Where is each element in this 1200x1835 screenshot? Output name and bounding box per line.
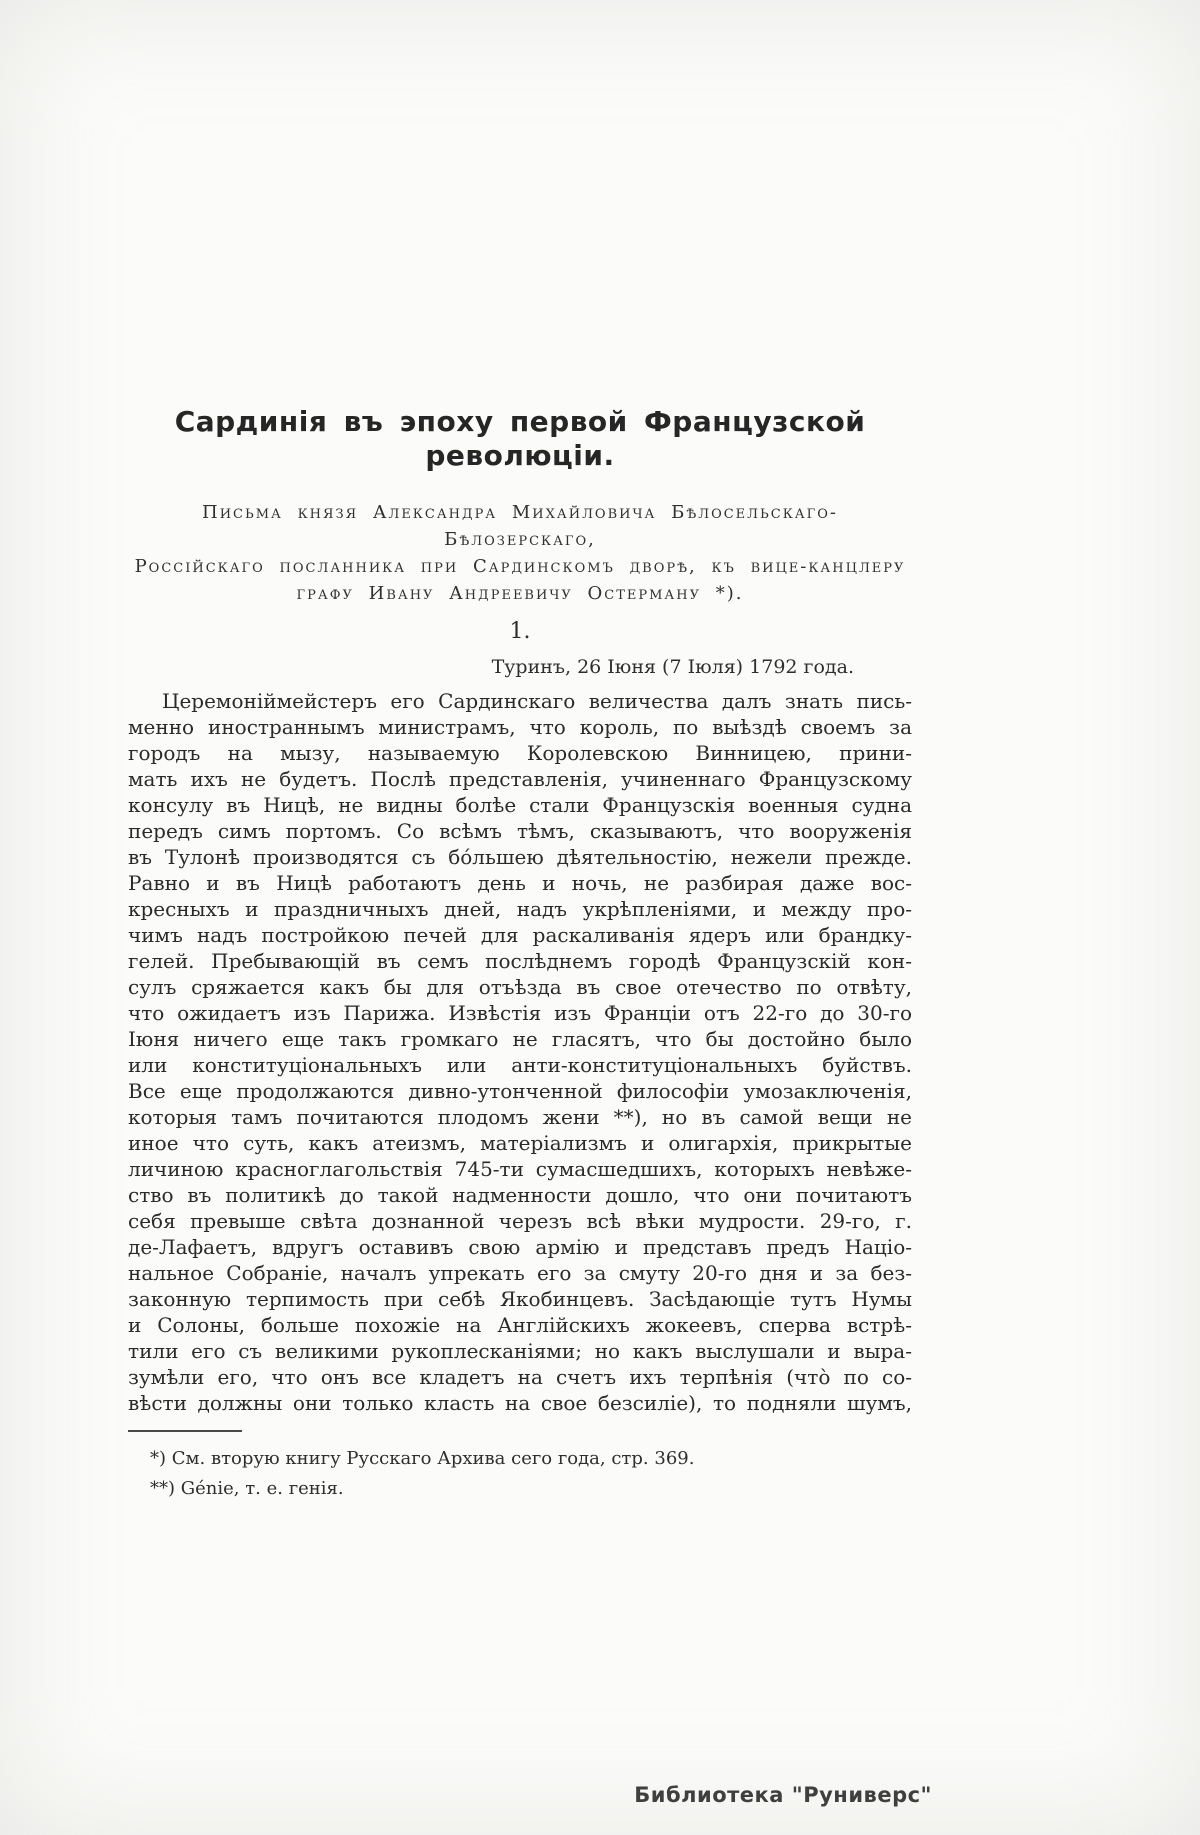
- body-line: личиною красноглагольствія 745-ти сумасшедшихъ, которыхъ невѣже-: [128, 1157, 912, 1181]
- body-line: городъ на мызу, называемую Королевскою Винницею, прини-: [128, 741, 912, 765]
- body-line: чимъ надъ постройкою печей для раскаливанія ядеръ или брандку-: [128, 923, 912, 947]
- letter-body: [128, 688, 912, 1416]
- body-line: себя превыше свѣта дознанной черезъ всѣ вѣки мудрости. 29-го, г.: [128, 1209, 912, 1233]
- body-line: Все еще продолжаются дивно-утонченной философіи умозаключенія,: [128, 1079, 912, 1103]
- page-title: Сардинія въ эпоху первой Французской революціи.: [174, 405, 866, 472]
- dateline: Туринъ, 26 Іюня (7 Іюля) 1792 года.: [491, 656, 854, 678]
- section-number: 1.: [509, 619, 531, 644]
- subtitle-line: Письма князя Александра Михайловича Бѣлосельскаго-Бѣлозерскаго,: [202, 502, 838, 550]
- body-line: или конституціональныхъ или анти-конституціональныхъ буйствъ.: [128, 1053, 912, 1077]
- body-line: менно иностраннымъ министрамъ, что король, по выѣздѣ своемъ за: [128, 715, 912, 739]
- body-line: гелей. Пребывающій въ семъ послѣднемъ городѣ Французскій кон-: [128, 949, 912, 973]
- subtitle: [128, 499, 912, 607]
- body-line: передъ симъ портомъ. Со всѣмъ тѣмъ, сказываютъ, что вооруженія: [128, 819, 912, 843]
- body-line: сулъ сряжается какъ бы для отъѣзда въ свое отечество по отвѣту,: [128, 975, 912, 999]
- body-line: Іюня ничего еще такъ громкаго не гласятъ, что бы достойно было: [128, 1027, 912, 1051]
- page-content: [128, 405, 912, 1504]
- body-line: что ожидаетъ изъ Парижа. Извѣстія изъ Франціи отъ 22-го до 30-го: [128, 1001, 912, 1025]
- body-line: нальное Собраніе, началъ упрекать его за смуту 20-го дня и за без-: [128, 1261, 912, 1285]
- library-watermark: Библиотека "Руниверс": [634, 1783, 932, 1807]
- footnote: **) Génie, т. е. генія.: [150, 1478, 344, 1499]
- body-line: зумѣли его, что онъ все кладетъ на счетъ ихъ терпѣнія (что̀ по со-: [128, 1365, 912, 1389]
- body-line: ство въ политикѣ до такой надменности дошло, что они почитаютъ: [128, 1183, 912, 1207]
- body-line: и Солоны, больше похожіе на Англійскихъ жокеевъ, сперва встрѣ-: [128, 1313, 912, 1337]
- body-line: тили его съ великими рукоплесканіями; но какъ выслушали и выра-: [128, 1339, 912, 1363]
- body-line: Церемоніймейстеръ его Сардинскаго величества далъ знать пись-: [162, 689, 912, 713]
- body-line: которыя тамъ почитаются плодомъ жени **), но въ самой вещи не: [128, 1105, 912, 1129]
- body-line: кресныхъ и праздничныхъ дней, надъ укрѣпленіями, и между про-: [128, 897, 912, 921]
- body-line: мать ихъ не будетъ. Послѣ представленія, учиненнаго Французскому: [128, 767, 912, 791]
- body-line: Равно и въ Ницѣ работаютъ день и ночь, не разбирая даже вос-: [128, 871, 912, 895]
- body-line: консулу въ Ницѣ, не видны болѣе стали Французскія военныя судна: [128, 793, 912, 817]
- body-line: вѣсти должны они только класть на свое безсиліе), то подняли шумъ,: [128, 1391, 912, 1415]
- footnote: *) См. вторую книгу Русскаго Архива сего года, стр. 369.: [150, 1448, 695, 1469]
- subtitle-line: Россійскаго посланника при Сардинскомъ дворѣ, къ вице-канцлеру: [134, 556, 906, 577]
- body-line: иное что суть, какъ атеизмъ, матеріализмъ и олигархія, прикрытые: [128, 1131, 912, 1155]
- subtitle-line: графу Ивану Андреевичу Остерману *).: [296, 583, 744, 604]
- footnote-divider: [128, 1430, 242, 1432]
- footnotes: [128, 1444, 912, 1504]
- body-line: де-Лафаетъ, вдругъ оставивъ свою армію и представъ предъ Націо-: [128, 1235, 912, 1259]
- body-line: въ Тулонѣ производятся съ бо́льшею дѣятельностію, нежели прежде.: [128, 845, 912, 869]
- body-line: законную терпимость при себѣ Якобинцевъ. Засѣдающіе тутъ Нумы: [128, 1287, 912, 1311]
